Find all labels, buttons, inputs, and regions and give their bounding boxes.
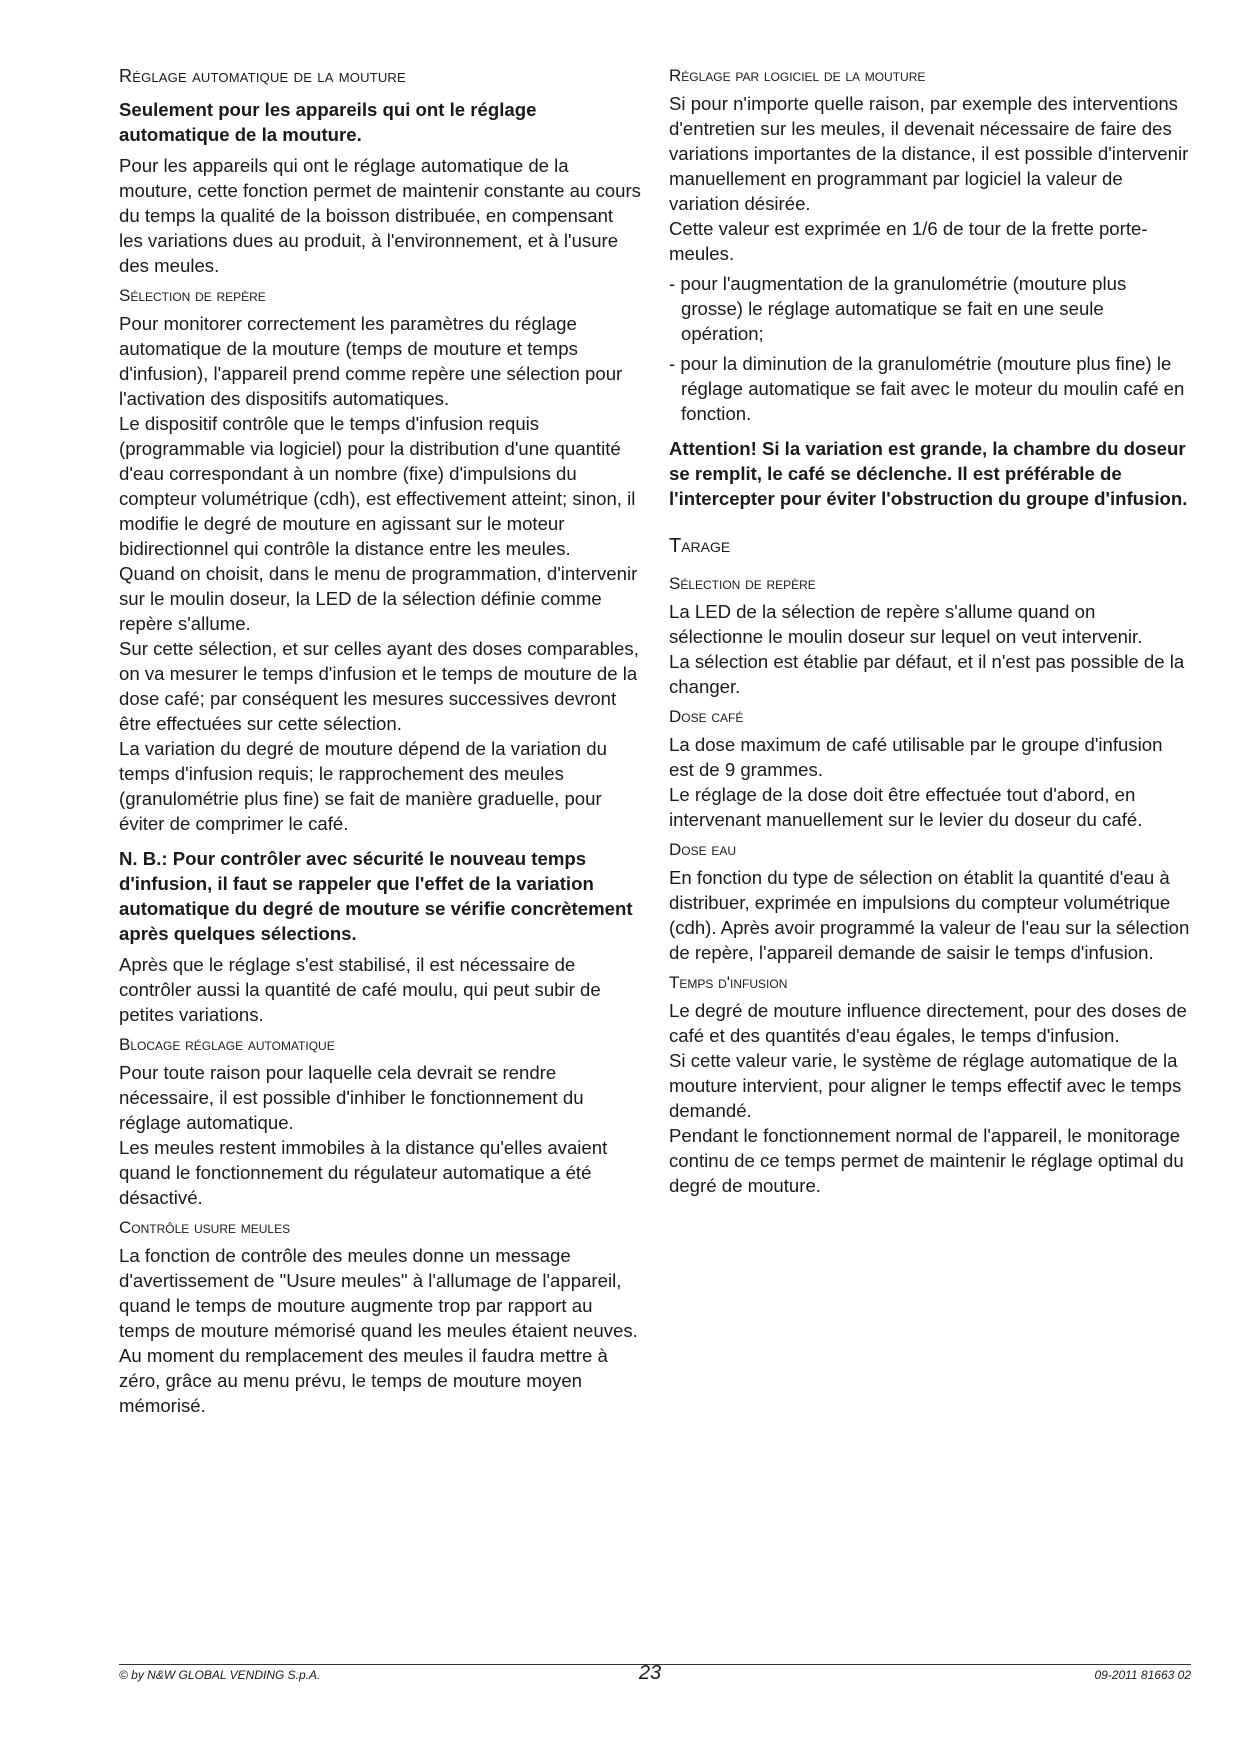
paragraph: Le réglage de la dose doit être effectuée tout d'abord, en intervenant manuellement sur le levier du doseur du café. <box>669 784 1143 830</box>
subheading-temps-infusion: Temps d'infusion <box>669 973 788 992</box>
paragraph: Quand on choisit, dans le menu de programmation, d'intervenir sur le moulin doseur, la LED de la sélection définie comme repère s'allume. <box>119 563 638 634</box>
footer-copyright: © by N&W GLOBAL VENDING S.p.A. <box>119 1668 321 1682</box>
page-number: 23 <box>638 1662 662 1684</box>
intro-paragraph: Pour les appareils qui ont le réglage automatique de la mouture, cette fonction permet de maintenir constante au cours du temps la qualité de la boisson distribuée, en compensant les variations dues au produit, à l'environnement, et à l'usure des meules. <box>119 155 641 276</box>
paragraph: Pour toute raison pour laquelle cela devrait se rendre nécessaire, il est possible d'inhiber le fonctionnement du réglage automatique. <box>119 1062 584 1133</box>
paragraph: Si cette valeur varie, le système de réglage automatique de la mouture intervient, pour aligner le temps effectif avec le temps demandé. <box>669 1050 1182 1121</box>
list-item: - pour l'augmentation de la granulométrie (mouture plus grosse) le réglage automatique se fait en une seule opération; <box>669 273 1127 344</box>
list-item: - pour la diminution de la granulométrie (mouture plus fine) le réglage automatique se fait avec le moteur du moulin café en fonction. <box>669 353 1185 424</box>
paragraph: Cette valeur est exprimée en 1/6 de tour de la frette porte-meules. <box>669 218 1148 264</box>
paragraph: La fonction de contrôle des meules donne un message d'avertissement de "Usure meules" à l'allumage de l'appareil, quand le temps de mouture augmente trop par rapport au temps de mouture mémorisé quand les meules étaient neuves. <box>119 1245 638 1341</box>
paragraph: Pendant le fonctionnement normal de l'appareil, le monitorage continu de ce temps permet de maintenir le réglage optimal du degré de mouture. <box>669 1125 1184 1196</box>
paragraph: Si pour n'importe quelle raison, par exemple des interventions d'entretien sur les meules, il devenait nécessaire de faire des variations importantes de la distance, il est possible d'intervenir manuellement en programmant par logiciel la valeur de variation désirée. <box>669 93 1189 214</box>
paragraph: Pour monitorer correctement les paramètres du réglage automatique de la mouture (temps de mouture et temps d'infusion), l'appareil prend comme repère une sélection pour l'activation des dispositifs automatiques. <box>119 313 623 409</box>
paragraph: La LED de la sélection de repère s'allume quand on sélectionne le moulin doseur sur lequel on veut intervenir. <box>669 601 1143 647</box>
subheading-selection-repere: Sélection de repère <box>119 286 266 305</box>
subheading-dose-cafe: Dose café <box>669 707 744 726</box>
paragraph: La dose maximum de café utilisable par le groupe d'infusion est de 9 grammes. <box>669 734 1163 780</box>
subheading-blocage: Blocage réglage automatique <box>119 1035 335 1054</box>
nb-bold-note: N. B.: Pour contrôler avec sécurité le nouveau temps d'infusion, il faut se rappeler que l'effet de la variation automatique du degré de mouture se vérifie concrètement après quelques sélections. <box>119 848 633 944</box>
attention-note: Attention! Si la variation est grande, la chambre du doseur se remplit, le café se déclenche. Il est préférable de l'intercepter pour éviter l'obstruction du groupe d'infusion. <box>669 438 1188 509</box>
subheading-controle-usure: Contrôle usure meules <box>119 1218 291 1237</box>
left-column <box>119 66 641 1418</box>
paragraph: En fonction du type de sélection on établit la quantité d'eau à distribuer, exprimée en impulsions du compteur volumétrique (cdh). Après avoir programmé la valeur de l'eau sur la sélection de repère, l'appareil demande de saisir le temps d'infusion. <box>669 867 1190 963</box>
subheading-dose-eau: Dose eau <box>669 840 737 859</box>
section-title-tarage: Tarage <box>669 535 731 557</box>
section-title-reglage-automatique: Réglage automatique de la mouture <box>119 66 406 86</box>
paragraph: Au moment du remplacement des meules il faudra mettre à zéro, grâce au menu prévu, le temps de mouture moyen mémorisé. <box>119 1345 608 1416</box>
subheading-selection-repere: Sélection de repère <box>669 574 816 593</box>
paragraph: Après que le réglage s'est stabilisé, il est nécessaire de contrôler aussi la quantité de café moulu, qui peut subir de petites variations. <box>119 954 601 1025</box>
paragraph: Sur cette sélection, et sur celles ayant des doses comparables, on va mesurer le temps d'infusion et le temps de mouture de la dose café; par conséquent les mesures successives devront être effectuées sur cette sélection. <box>119 638 639 734</box>
paragraph: Le dispositif contrôle que le temps d'infusion requis (programmable via logiciel) pour la distribution d'une quantité d'eau correspondant à un nombre (fixe) d'impulsions du compteur volumétrique (cdh), est effectivement atteint; sinon, il modifie le degré de mouture en agissant sur le moteur bidirectionnel qui contrôle la distance entre les meules. <box>119 413 636 559</box>
paragraph: Les meules restent immobiles à la distance qu'elles avaient quand le fonctionnement du régulateur automatique a été désactivé. <box>119 1137 608 1208</box>
paragraph: La variation du degré de mouture dépend de la variation du temps d'infusion requis; le rapprochement des meules (granulométrie plus fine) se fait de manière graduelle, pour éviter de comprimer le café. <box>119 738 607 834</box>
intro-bold-note: Seulement pour les appareils qui ont le réglage automatique de la mouture. <box>119 99 537 145</box>
paragraph: La sélection est établie par défaut, et il n'est pas possible de la changer. <box>669 651 1185 697</box>
right-column <box>669 66 1191 1198</box>
footer-doc-ref: 09-2011 81663 02 <box>1094 1668 1191 1682</box>
subheading-reglage-logiciel: Réglage par logiciel de la mouture <box>669 66 926 85</box>
paragraph: Le degré de mouture influence directement, pour des doses de café et des quantités d'eau égales, le temps d'infusion. <box>669 1000 1187 1046</box>
